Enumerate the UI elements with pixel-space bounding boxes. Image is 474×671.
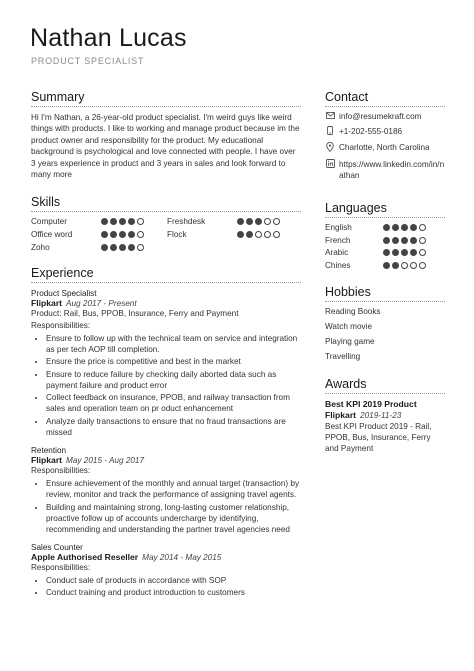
award-title: Best KPI 2019 Product xyxy=(325,398,417,409)
job-company-line xyxy=(31,298,301,308)
job-role: Sales Counter xyxy=(31,542,83,552)
language-rating xyxy=(383,223,443,232)
rating-dot-filled xyxy=(383,249,390,256)
job-role: Retention xyxy=(31,445,67,455)
contact-section xyxy=(325,90,445,181)
rating-dot-empty xyxy=(137,218,144,225)
contact-phone[interactable] xyxy=(325,126,445,138)
language-rating xyxy=(383,248,443,257)
rating-dot-filled xyxy=(110,231,117,238)
skill-rating xyxy=(237,230,297,239)
awards-section xyxy=(325,377,445,455)
rating-dot-filled xyxy=(246,218,253,225)
rating-dot-filled xyxy=(246,231,253,238)
contact-location xyxy=(325,142,445,155)
rating-dot-empty xyxy=(401,262,408,269)
awards-heading: Awards xyxy=(325,377,445,394)
rating-dot-filled xyxy=(110,218,117,225)
award-date: 2019-11-23 xyxy=(360,410,402,420)
rating-dot-empty xyxy=(264,218,271,225)
rating-dot-filled xyxy=(401,249,408,256)
envelope-icon xyxy=(325,111,335,122)
rating-dot-filled xyxy=(383,224,390,231)
job-bullets xyxy=(31,333,301,438)
job-bullets xyxy=(31,478,301,535)
linkedin-icon xyxy=(325,159,335,171)
skill-name: Computer xyxy=(31,217,67,227)
summary-text: Hi I'm Nathan, a 26-year-old product specialist. I'm weird guys like weird things with products. I like to working and manage product because im the product owner and responsibility for the product. My educational background is psychological and love connected with people. I have over 3 years experience in product and 3 years in sales and look forward to many more xyxy=(31,113,300,180)
rating-dot-filled xyxy=(410,237,417,244)
job-dates: Aug 2017 - Present xyxy=(66,299,137,309)
job-entry xyxy=(31,543,301,599)
rating-dot-filled xyxy=(401,237,408,244)
job-title: PRODUCT SPECIALIST xyxy=(31,56,145,66)
rating-dot-empty xyxy=(419,249,426,256)
experience-heading: Experience xyxy=(31,266,301,283)
award-org: Flipkart xyxy=(325,409,357,420)
award-desc: Best KPI Product 2019 - Rail, PPOB, Bus, Insurance, Ferry and Payment xyxy=(325,421,432,453)
rating-dot-empty xyxy=(273,218,280,225)
list-item: • Analyze daily transactions to ensure that no fraud transactions are missed xyxy=(46,416,301,438)
language-name: English xyxy=(325,223,352,232)
right-column xyxy=(325,90,445,454)
job-entry xyxy=(31,289,301,437)
list-item: • Conduct training and product introduction to customers xyxy=(46,587,301,598)
rating-dot-filled xyxy=(401,224,408,231)
list-item: • Collect feedback on insurance, PPOB, and railway transaction from sales and operation team on pr oduct enhancement xyxy=(46,392,301,414)
rating-dot-empty xyxy=(419,224,426,231)
language-rating xyxy=(383,236,443,245)
hobbies-heading: Hobbies xyxy=(325,285,445,302)
languages-section xyxy=(325,201,445,270)
hobby-item: Travelling xyxy=(325,351,361,361)
rating-dot-filled xyxy=(237,218,244,225)
left-column xyxy=(31,90,301,600)
skill-name: Office word xyxy=(31,230,73,240)
language-rating xyxy=(383,261,443,270)
skill-name: Freshdesk xyxy=(167,217,206,227)
list-item: • Conduct sale of products in accordance with SOP xyxy=(46,575,301,586)
email-text: info@resumekraft.com xyxy=(339,112,422,121)
language-name: French xyxy=(325,235,351,245)
rating-dot-empty xyxy=(419,237,426,244)
job-extra: Product: Rail, Bus, PPOB, Insurance, Ferry and Payment xyxy=(31,309,239,319)
skill-name: Flock xyxy=(167,230,187,240)
contact-linkedin[interactable] xyxy=(325,159,445,181)
language-name: Chines xyxy=(325,260,351,270)
list-item: • Ensure the price is competitive and best in the market xyxy=(46,356,301,367)
contact-heading: Contact xyxy=(325,90,445,107)
rating-dot-filled xyxy=(392,249,399,256)
skill-rating xyxy=(101,217,167,226)
job-role: Product Specialist xyxy=(31,289,97,299)
hobby-item: Watch movie xyxy=(325,321,373,331)
list-item: • Ensure to follow up with the technical team on service and integration as per tech AOP till completion. xyxy=(46,333,301,355)
rating-dot-filled xyxy=(119,244,126,251)
award-org-line xyxy=(325,410,445,421)
hobby-item: Playing game xyxy=(325,336,375,346)
languages-grid xyxy=(325,223,445,270)
job-bullets xyxy=(31,575,301,599)
skill-name: Zoho xyxy=(31,243,50,253)
rating-dot-filled xyxy=(101,218,108,225)
rating-dot-filled xyxy=(392,224,399,231)
rating-dot-filled xyxy=(128,231,135,238)
skills-heading: Skills xyxy=(31,195,301,212)
hobby-item: Reading Books xyxy=(325,306,381,316)
rating-dot-filled xyxy=(119,218,126,225)
location-text: Charlotte, North Carolina xyxy=(339,143,430,152)
rating-dot-filled xyxy=(410,249,417,256)
list-item: • Building and maintaining strong, long-lasting customer relationship, proactive follow up of accounts undercharge by identifying, recommending and understanding the partner travel agencies need xyxy=(46,502,301,535)
rating-dot-empty xyxy=(255,231,262,238)
rating-dot-filled xyxy=(383,237,390,244)
job-dates: May 2015 - Aug 2017 xyxy=(66,455,145,465)
list-item: • Ensure to reduce failure by checking daily aborted data such as payment failure and product error xyxy=(46,369,301,391)
rating-dot-empty xyxy=(273,231,280,238)
job-company: Flipkart xyxy=(31,454,63,465)
person-name: Nathan Lucas xyxy=(30,24,187,52)
job-company-line xyxy=(31,455,301,465)
rating-dot-filled xyxy=(128,218,135,225)
job-dates: May 2014 - May 2015 xyxy=(142,552,222,562)
job-resp-label: Responsibilities: xyxy=(31,465,91,475)
experience-section xyxy=(31,266,301,598)
job-resp-label: Responsibilities: xyxy=(31,562,91,572)
job-entry xyxy=(31,446,301,535)
summary-section xyxy=(31,90,301,180)
rating-dot-empty xyxy=(264,231,271,238)
rating-dot-filled xyxy=(255,218,262,225)
phone-text: +1-202-555-0186 xyxy=(339,127,403,136)
summary-heading: Summary xyxy=(31,90,301,107)
rating-dot-filled xyxy=(392,237,399,244)
rating-dot-filled xyxy=(237,231,244,238)
rating-dot-filled xyxy=(128,244,135,251)
rating-dot-empty xyxy=(419,262,426,269)
skill-rating xyxy=(101,230,167,239)
skills-grid xyxy=(31,217,301,252)
skill-rating xyxy=(101,243,167,252)
map-pin-icon xyxy=(325,142,335,155)
job-company: Flipkart xyxy=(31,298,63,309)
rating-dot-empty xyxy=(137,231,144,238)
job-company-line xyxy=(31,552,301,562)
job-company: Apple Authorised Reseller xyxy=(31,551,139,562)
language-name: Arabic xyxy=(325,248,349,257)
languages-heading: Languages xyxy=(325,201,445,218)
rating-dot-filled xyxy=(110,244,117,251)
rating-dot-filled xyxy=(392,262,399,269)
rating-dot-filled xyxy=(101,231,108,238)
rating-dot-empty xyxy=(137,244,144,251)
rating-dot-filled xyxy=(101,244,108,251)
contact-email[interactable] xyxy=(325,111,445,122)
list-item: • Ensure achievement of the monthly and annual target (transaction) by review, monitor and track the performance of assigning travel agents. xyxy=(46,478,301,500)
linkedin-text: https://www.linkedin.com/in/nathan xyxy=(339,160,445,180)
phone-icon xyxy=(325,126,335,138)
skill-rating xyxy=(237,217,297,226)
skills-section xyxy=(31,195,301,252)
hobbies-section xyxy=(325,285,445,362)
rating-dot-filled xyxy=(410,224,417,231)
rating-dot-filled xyxy=(383,262,390,269)
job-resp-label: Responsibilities: xyxy=(31,320,91,330)
rating-dot-filled xyxy=(119,231,126,238)
rating-dot-empty xyxy=(410,262,417,269)
